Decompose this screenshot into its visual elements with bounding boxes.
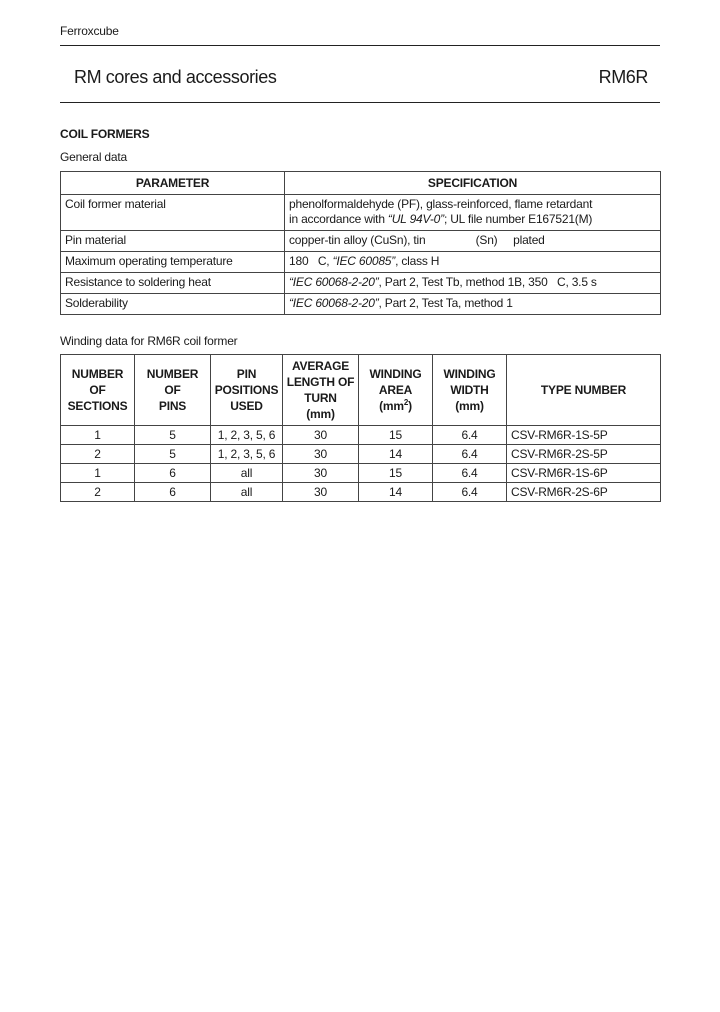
spec-cell — [285, 195, 661, 231]
type-number-header: TYPE NUMBER — [507, 355, 661, 426]
sections-cell: 2 — [61, 483, 135, 502]
table-row — [61, 445, 661, 464]
spec-line: phenolformaldehyde (PF), glass-reinforced, flame retardant — [289, 197, 593, 211]
general-data-table — [60, 171, 661, 315]
width-cell: 6.4 — [433, 445, 507, 464]
table-row — [61, 294, 661, 315]
param-cell: Pin material — [61, 231, 285, 252]
table-row — [61, 273, 661, 294]
table-row — [61, 426, 661, 445]
section-title: COIL FORMERS — [60, 127, 150, 141]
pins-header: NUMBER OF PINS — [135, 355, 211, 426]
length-cell: 30 — [283, 483, 359, 502]
length-cell: 30 — [283, 426, 359, 445]
table-header-row — [61, 355, 661, 426]
average-length-header: AVERAGE LENGTH OF TURN (mm) — [283, 355, 359, 426]
pins-cell: 5 — [135, 426, 211, 445]
area-cell: 14 — [359, 445, 433, 464]
sections-cell: 1 — [61, 426, 135, 445]
table-header-row — [61, 172, 661, 195]
type-number-cell: CSV-RM6R-1S-6P — [507, 464, 661, 483]
positions-cell: 1, 2, 3, 5, 6 — [211, 426, 283, 445]
table-row — [61, 252, 661, 273]
table-row — [61, 483, 661, 502]
winding-width-header: WINDING WIDTH (mm) — [433, 355, 507, 426]
positions-cell: 1, 2, 3, 5, 6 — [211, 445, 283, 464]
sections-cell: 2 — [61, 445, 135, 464]
param-cell: Solderability — [61, 294, 285, 315]
param-cell: Coil former material — [61, 195, 285, 231]
parameter-header: PARAMETER — [61, 172, 285, 195]
spec-cell: “IEC 60068-2-20”, Part 2, Test Tb, method 1B, 350 C, 3.5 s — [285, 273, 661, 294]
pins-cell: 6 — [135, 464, 211, 483]
width-cell: 6.4 — [433, 426, 507, 445]
document-code: RM6R — [598, 67, 648, 87]
positions-cell: all — [211, 464, 283, 483]
type-number-cell: CSV-RM6R-1S-5P — [507, 426, 661, 445]
pins-cell: 5 — [135, 445, 211, 464]
company-name: Ferroxcube — [60, 24, 119, 38]
table-row — [61, 464, 661, 483]
sections-cell: 1 — [61, 464, 135, 483]
spec-cell: copper-tin alloy (CuSn), tin (Sn) plated — [285, 231, 661, 252]
spec-cell: 180 C, “IEC 60085”, class H — [285, 252, 661, 273]
param-cell: Resistance to soldering heat — [61, 273, 285, 294]
table-row — [61, 231, 661, 252]
width-cell: 6.4 — [433, 464, 507, 483]
type-number-cell: CSV-RM6R-2S-6P — [507, 483, 661, 502]
specification-header: SPECIFICATION — [285, 172, 661, 195]
pins-cell: 6 — [135, 483, 211, 502]
winding-data-title: Winding data for RM6R coil former — [60, 334, 238, 348]
document-title: RM cores and accessories — [74, 67, 277, 87]
winding-area-header: WINDING AREA $(mm^2)$ — [359, 355, 433, 426]
winding-data-table — [60, 354, 661, 502]
area-cell: 14 — [359, 483, 433, 502]
area-cell: 15 — [359, 464, 433, 483]
table-row — [61, 195, 661, 231]
spec-cell: “IEC 60068-2-20”, Part 2, Test Ta, method 1 — [285, 294, 661, 315]
header-divider — [60, 102, 660, 103]
width-cell: 6.4 — [433, 483, 507, 502]
spec-line: in accordance with “UL 94V-0”; UL file number E167521(M) — [289, 212, 593, 226]
length-cell: 30 — [283, 445, 359, 464]
positions-cell: all — [211, 483, 283, 502]
type-number-cell: CSV-RM6R-2S-5P — [507, 445, 661, 464]
sections-header: NUMBER OF SECTIONS — [61, 355, 135, 426]
general-data-title: General data — [60, 150, 127, 164]
length-cell: 30 — [283, 464, 359, 483]
pin-positions-header: PIN POSITIONS USED — [211, 355, 283, 426]
param-cell: Maximum operating temperature — [61, 252, 285, 273]
area-cell: 15 — [359, 426, 433, 445]
top-divider — [60, 45, 660, 46]
